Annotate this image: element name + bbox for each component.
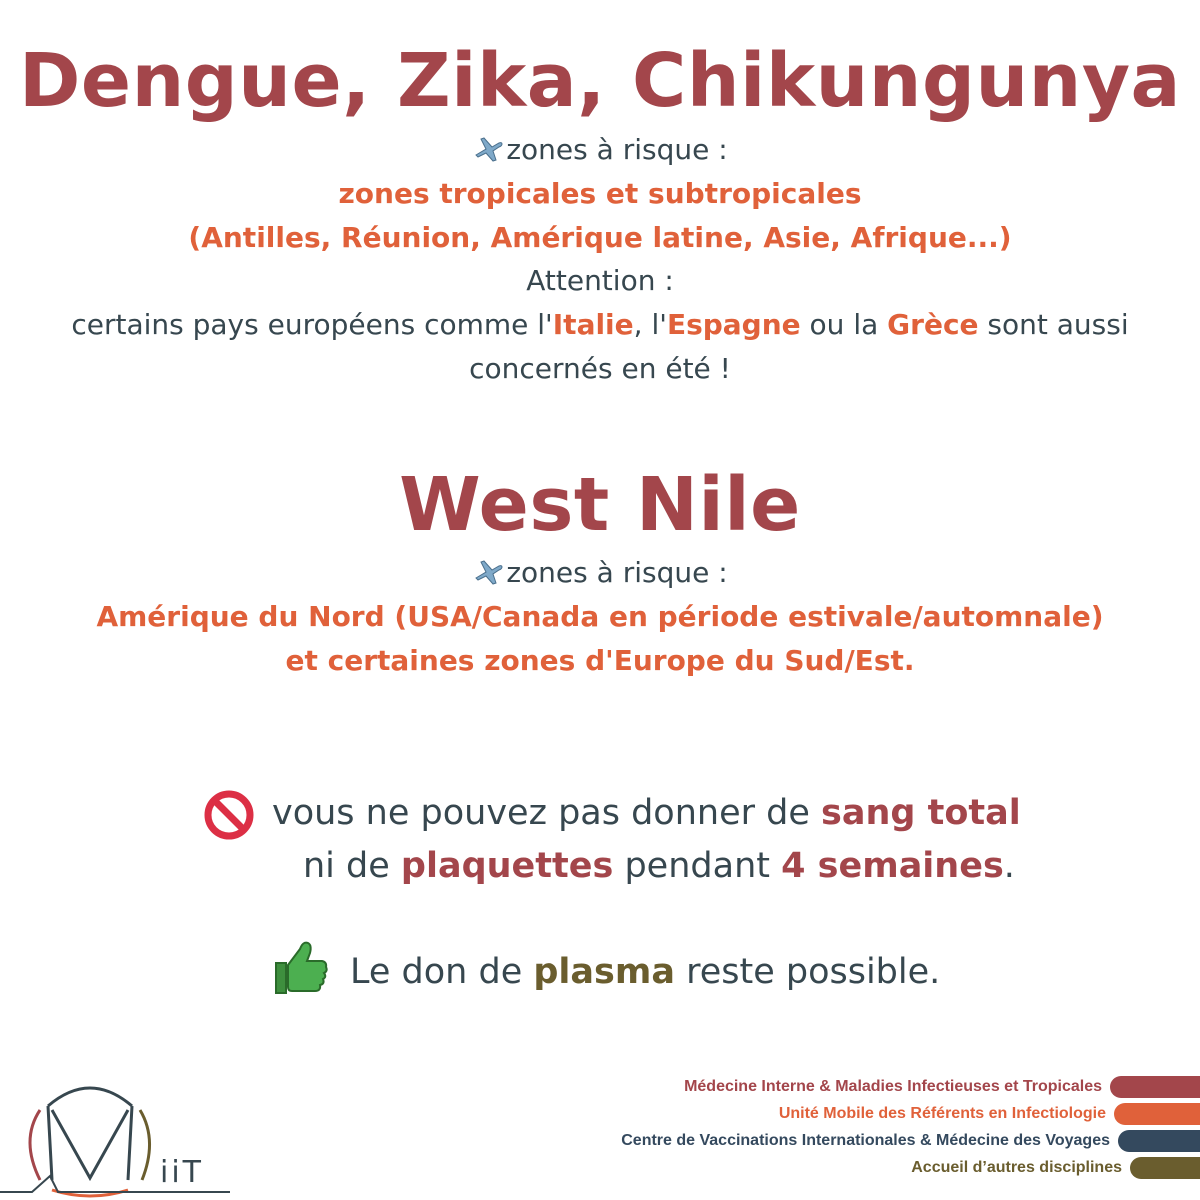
platelets-emphasis: plaquettes bbox=[400, 846, 614, 886]
plasma-emphasis: plasma bbox=[533, 952, 675, 992]
restriction-text: . bbox=[1003, 846, 1015, 886]
zones-line-1: zones tropicales et subtropicales bbox=[338, 177, 862, 210]
warning-text: certains pays européens comme l' bbox=[71, 308, 553, 341]
footer-item-other-disciplines bbox=[911, 1157, 1200, 1179]
plasma-text: reste possible. bbox=[674, 952, 941, 992]
footer-label: Accueil d’autres disciplines bbox=[911, 1159, 1122, 1176]
europe-warning-line-2: concernés en été ! bbox=[469, 352, 731, 385]
west-nile-zones-line-2: et certaines zones d'Europe du Sud/Est. bbox=[285, 644, 915, 677]
warning-text: ou la bbox=[800, 308, 888, 341]
airplane-icon bbox=[472, 135, 504, 163]
whole-blood-emphasis: sang total bbox=[821, 793, 1021, 833]
restriction-text: vous ne pouvez pas donner de bbox=[272, 793, 822, 833]
plasma-text: Le don de bbox=[350, 952, 534, 992]
footer-label: Unité Mobile des Référents en Infectiologie bbox=[778, 1105, 1106, 1122]
plasma-line bbox=[350, 946, 940, 998]
footer-item-vaccinations bbox=[621, 1130, 1200, 1152]
airplane-icon bbox=[472, 558, 504, 586]
warning-text: , l' bbox=[633, 308, 667, 341]
footer-item-internal-medicine bbox=[684, 1076, 1200, 1098]
restriction-line-2 bbox=[303, 840, 1015, 892]
color-bar bbox=[1114, 1103, 1200, 1125]
attention-label: Attention : bbox=[526, 264, 674, 297]
risk-zones-line bbox=[0, 551, 1200, 595]
prohibited-icon bbox=[203, 789, 255, 841]
risk-zones-line bbox=[0, 128, 1200, 172]
footer-label: Médecine Interne & Maladies Infectieuses et Tropicales bbox=[684, 1078, 1102, 1095]
west-nile-title: West Nile bbox=[399, 462, 801, 548]
restriction-text: ni de bbox=[303, 846, 401, 886]
dengue-title: Dengue, Zika, Chikungunya bbox=[19, 38, 1181, 124]
logo-text: iiT bbox=[160, 1155, 204, 1190]
thumbs-up-icon bbox=[270, 935, 330, 997]
color-bar bbox=[1110, 1076, 1200, 1098]
color-bar bbox=[1130, 1157, 1200, 1179]
country-spain: Espagne bbox=[666, 308, 801, 341]
risk-zones-label: zones à risque : bbox=[506, 556, 728, 589]
zones-line-2: (Antilles, Réunion, Amérique latine, Asie, Afrique...) bbox=[188, 221, 1012, 254]
footer-item-infectiology bbox=[779, 1103, 1200, 1125]
restriction-line-1 bbox=[272, 787, 1021, 839]
miit-logo bbox=[0, 1070, 240, 1200]
country-italy: Italie bbox=[552, 308, 634, 341]
warning-text: sont aussi bbox=[978, 308, 1129, 341]
west-nile-zones-line-1: Amérique du Nord (USA/Canada en période estivale/automnale) bbox=[96, 600, 1104, 633]
country-greece: Grèce bbox=[887, 308, 979, 341]
duration-emphasis: 4 semaines bbox=[781, 846, 1004, 886]
footer-label: Centre de Vaccinations Internationales & Médecine des Voyages bbox=[621, 1132, 1110, 1149]
restriction-text: pendant bbox=[613, 846, 782, 886]
risk-zones-label: zones à risque : bbox=[506, 133, 728, 166]
europe-warning-line bbox=[0, 303, 1200, 347]
color-bar bbox=[1118, 1130, 1200, 1152]
